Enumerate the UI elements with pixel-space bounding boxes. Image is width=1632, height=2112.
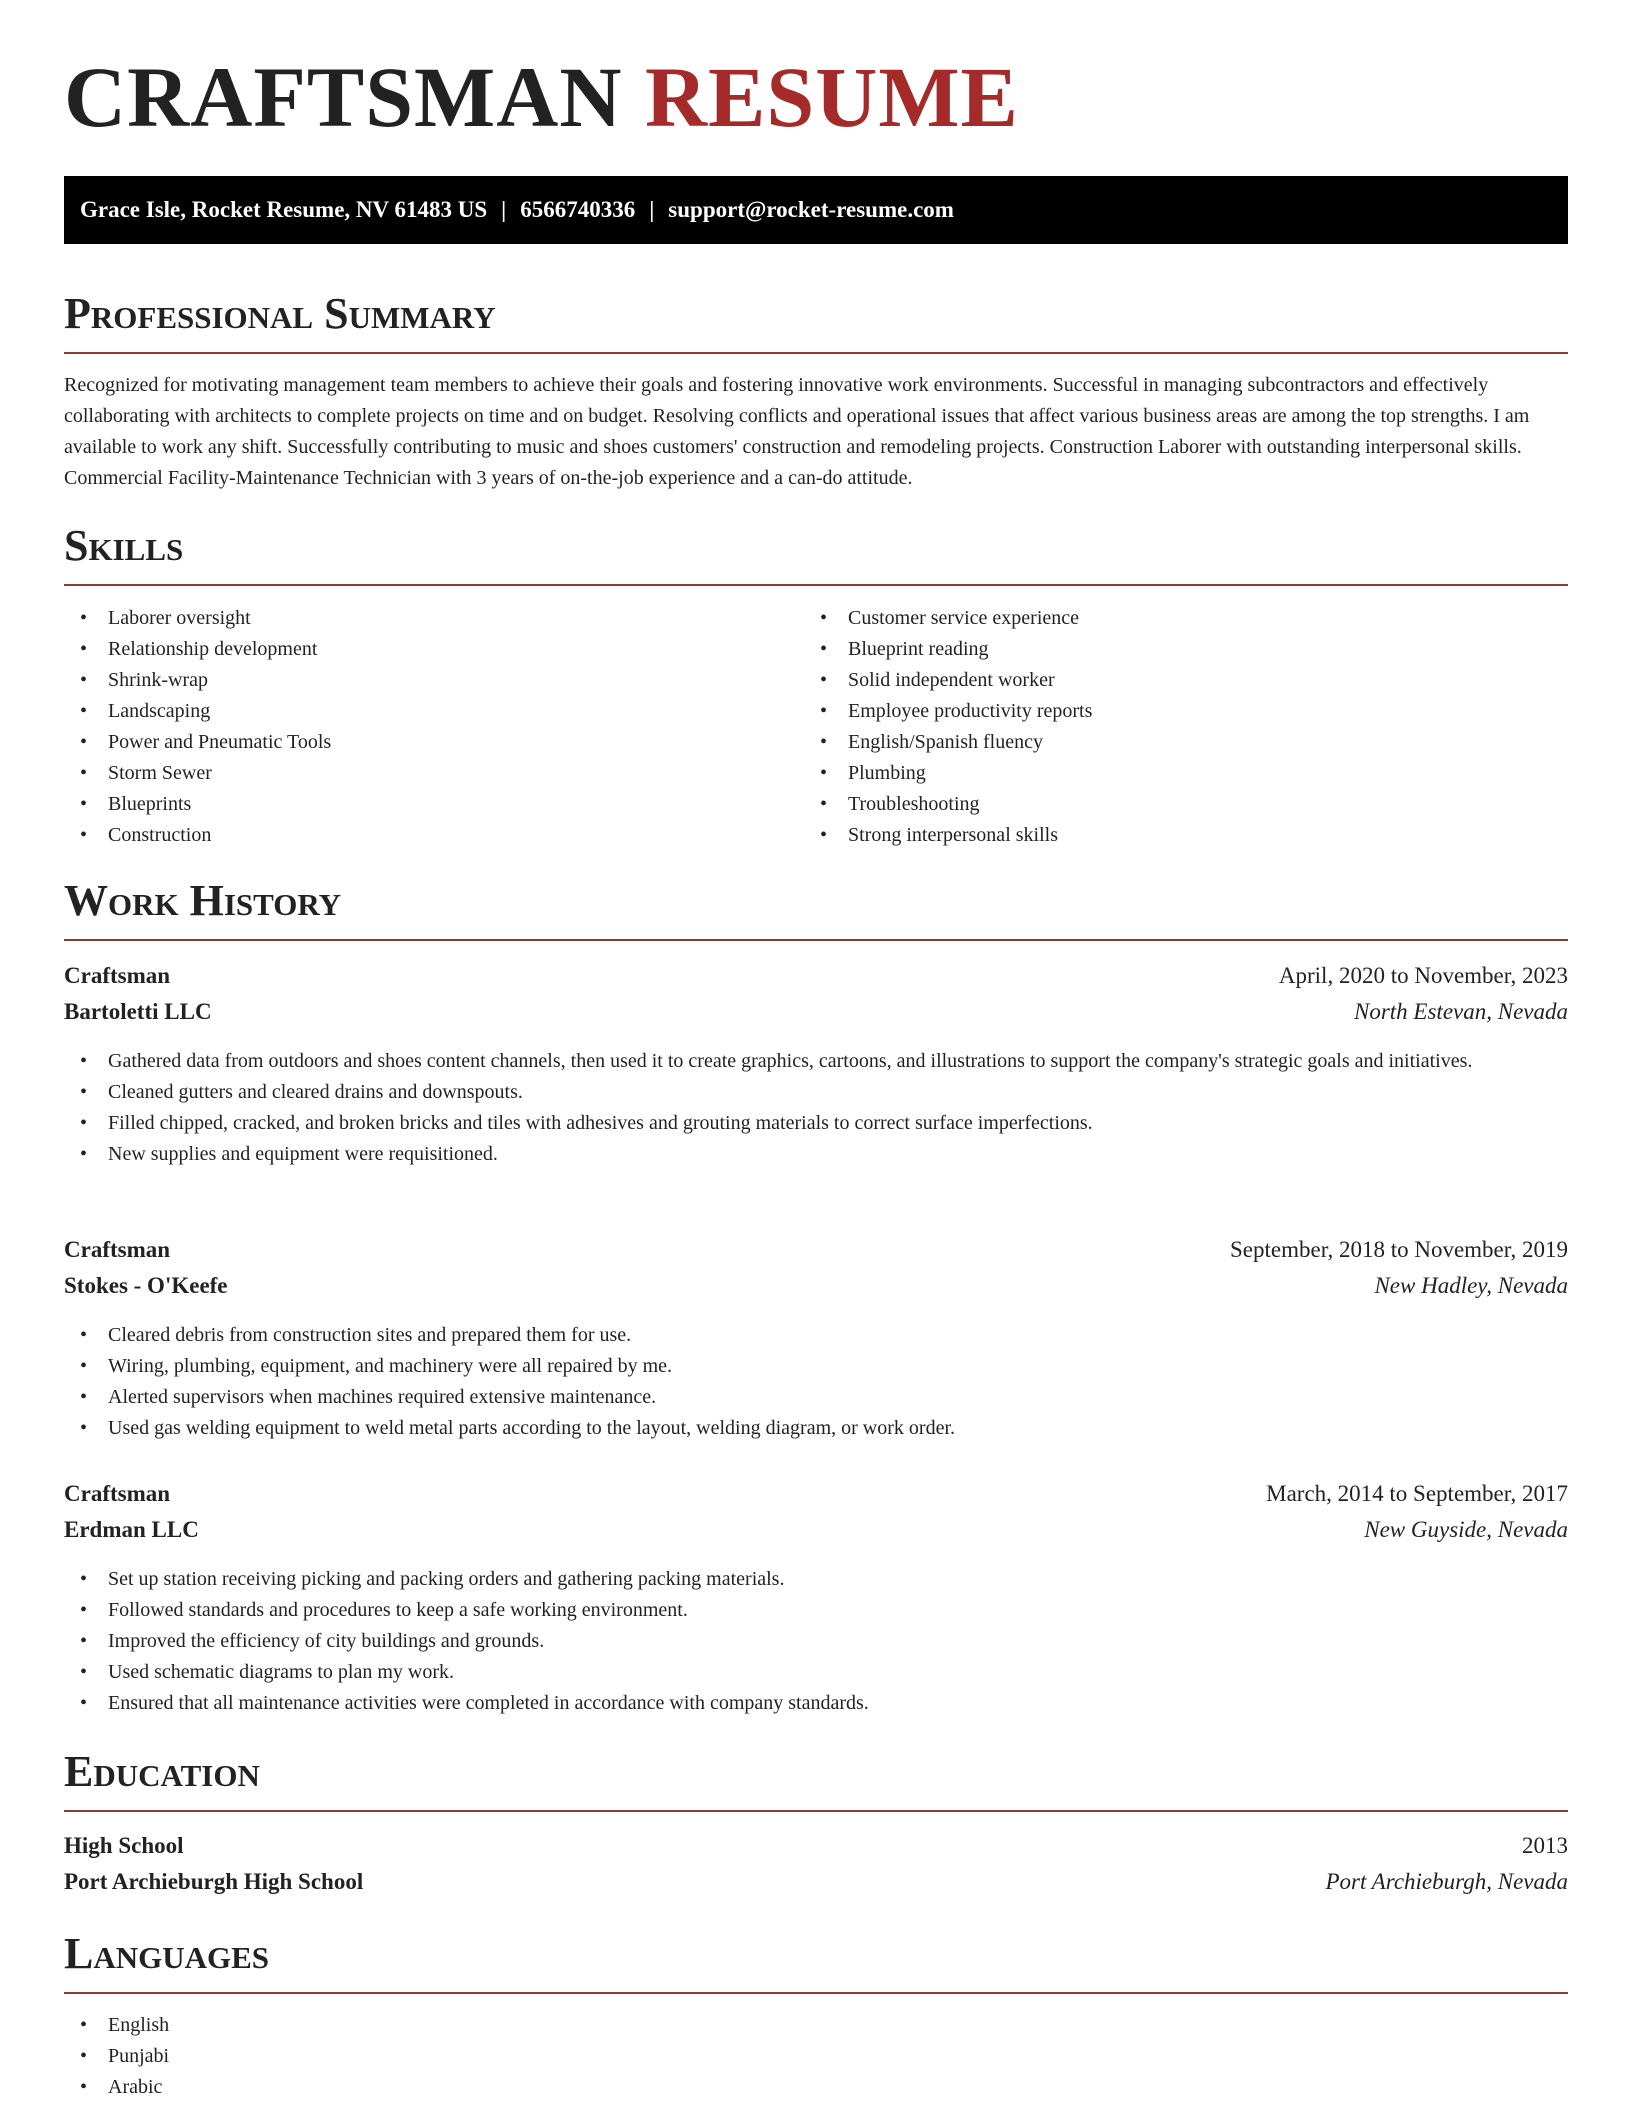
- skill-item: • Solid independent worker: [804, 665, 1568, 696]
- contact-address: Grace Isle, Rocket Resume, NV 61483 US: [80, 197, 488, 222]
- job-company-row: [64, 1512, 1568, 1548]
- contact-separator: |: [501, 197, 507, 222]
- job-bullet: • Cleared debris from construction sites and prepared them for use.: [64, 1320, 1568, 1351]
- language-item: • English: [64, 2010, 1568, 2041]
- job-location: New Hadley, Nevada: [1374, 1273, 1568, 1298]
- job-title-row: [64, 958, 1568, 994]
- job-bullet: • Cleaned gutters and cleared drains and downspouts.: [64, 1077, 1568, 1108]
- education-heading: Education: [64, 1750, 1568, 1812]
- skill-item: • Blueprint reading: [804, 634, 1568, 665]
- title-main: CRAFTSMAN: [64, 49, 623, 145]
- summary-text: Recognized for motivating management team members to achieve their goals and fostering innovative work environments. Successful in managing subcontractors and effectively collaborating with architects to complete projects on time and on budget. Resolving conflicts and operational issues that affect various business areas are among the top strengths. I am available to work any shift. Successfully contributing to music and shoes customers' construction and remodeling projects. Construction Laborer with outstanding interpersonal skills. Commercial Facility-Maintenance Technician with 3 years of on-the-job experience and a can-do attitude.: [64, 374, 1530, 489]
- job-location: New Guyside, Nevada: [1364, 1517, 1568, 1542]
- job-dates: April, 2020 to November, 2023: [1278, 963, 1568, 988]
- skill-item: • Blueprints: [64, 789, 784, 820]
- job-bullet: • Gathered data from outdoors and shoes content channels, then used it to create graphics, cartoons, and illustrations to support the company's strategic goals and initiatives.: [64, 1046, 1568, 1077]
- summary-heading: Professional Summary: [64, 292, 1568, 354]
- job-bullet: • Set up station receiving picking and packing orders and gathering packing materials.: [64, 1564, 1568, 1595]
- skill-item: • Power and Pneumatic Tools: [64, 727, 784, 758]
- skill-item: • Landscaping: [64, 696, 784, 727]
- job-company-row: [64, 1268, 1568, 1304]
- skill-item: • Employee productivity reports: [804, 696, 1568, 727]
- job-company: Stokes - O'Keefe: [64, 1273, 228, 1298]
- job-dates: September, 2018 to November, 2019: [1230, 1237, 1568, 1262]
- contact-email: support@rocket-resume.com: [668, 197, 954, 222]
- job-title-row: [64, 1476, 1568, 1512]
- education-school-row: [64, 1864, 1568, 1900]
- languages-list: [64, 2010, 1568, 2103]
- skill-item: • Shrink-wrap: [64, 665, 784, 696]
- job-bullet: • Followed standards and procedures to keep a safe working environment.: [64, 1595, 1568, 1626]
- job-bullet: • New supplies and equipment were requisitioned.: [64, 1139, 1568, 1170]
- job-bullet: • Improved the efficiency of city buildings and grounds.: [64, 1626, 1568, 1657]
- title-accent: RESUME: [644, 49, 1019, 145]
- job-bullet: • Ensured that all maintenance activities were completed in accordance with company standards.: [64, 1688, 1568, 1719]
- skill-item: • Troubleshooting: [804, 789, 1568, 820]
- resume-title: [64, 49, 1019, 145]
- job-bullet: • Used schematic diagrams to plan my work.: [64, 1657, 1568, 1688]
- skill-item: • Plumbing: [804, 758, 1568, 789]
- job-location: North Estevan, Nevada: [1354, 999, 1568, 1024]
- job-bullet: • Filled chipped, cracked, and broken bricks and tiles with adhesives and grouting materials to correct surface imperfections.: [64, 1108, 1568, 1139]
- education-location: Port Archieburgh, Nevada: [1325, 1869, 1568, 1894]
- skill-item: • English/Spanish fluency: [804, 727, 1568, 758]
- language-item: • Arabic: [64, 2072, 1568, 2103]
- job-title-row: [64, 1232, 1568, 1268]
- job-company: Bartoletti LLC: [64, 999, 212, 1024]
- job-bullets: [64, 1564, 1568, 1719]
- language-item: • Punjabi: [64, 2041, 1568, 2072]
- job-bullet: • Wiring, plumbing, equipment, and machinery were all repaired by me.: [64, 1351, 1568, 1382]
- job-title: Craftsman: [64, 963, 171, 988]
- skill-item: • Relationship development: [64, 634, 784, 665]
- job-bullets: [64, 1320, 1568, 1444]
- skill-item: • Construction: [64, 820, 784, 851]
- skill-item: • Strong interpersonal skills: [804, 820, 1568, 851]
- job-dates: March, 2014 to September, 2017: [1266, 1481, 1568, 1506]
- job-bullet: • Used gas welding equipment to weld metal parts according to the layout, welding diagram, or work order.: [64, 1413, 1568, 1444]
- languages-heading: Languages: [64, 1932, 1568, 1994]
- job-bullet: • Alerted supervisors when machines required extensive maintenance.: [64, 1382, 1568, 1413]
- skill-item: • Customer service experience: [804, 603, 1568, 634]
- job-company: Erdman LLC: [64, 1517, 199, 1542]
- skills-list-right: [804, 603, 1568, 851]
- job-company-row: [64, 994, 1568, 1030]
- job-title: Craftsman: [64, 1237, 171, 1262]
- education-school: Port Archieburgh High School: [64, 1869, 364, 1894]
- contact-bar: [64, 176, 1568, 244]
- skills-heading: Skills: [64, 524, 1568, 586]
- job-title: Craftsman: [64, 1481, 171, 1506]
- contact-phone: 6566740336: [520, 197, 636, 222]
- education-degree-row: [64, 1828, 1568, 1864]
- skill-item: • Storm Sewer: [64, 758, 784, 789]
- skill-item: • Laborer oversight: [64, 603, 784, 634]
- skills-list-left: [64, 603, 784, 851]
- education-degree: High School: [64, 1833, 184, 1858]
- work-heading: Work History: [64, 879, 1568, 941]
- education-year: 2013: [1522, 1833, 1568, 1858]
- job-bullets: [64, 1046, 1568, 1170]
- contact-separator: |: [649, 197, 655, 222]
